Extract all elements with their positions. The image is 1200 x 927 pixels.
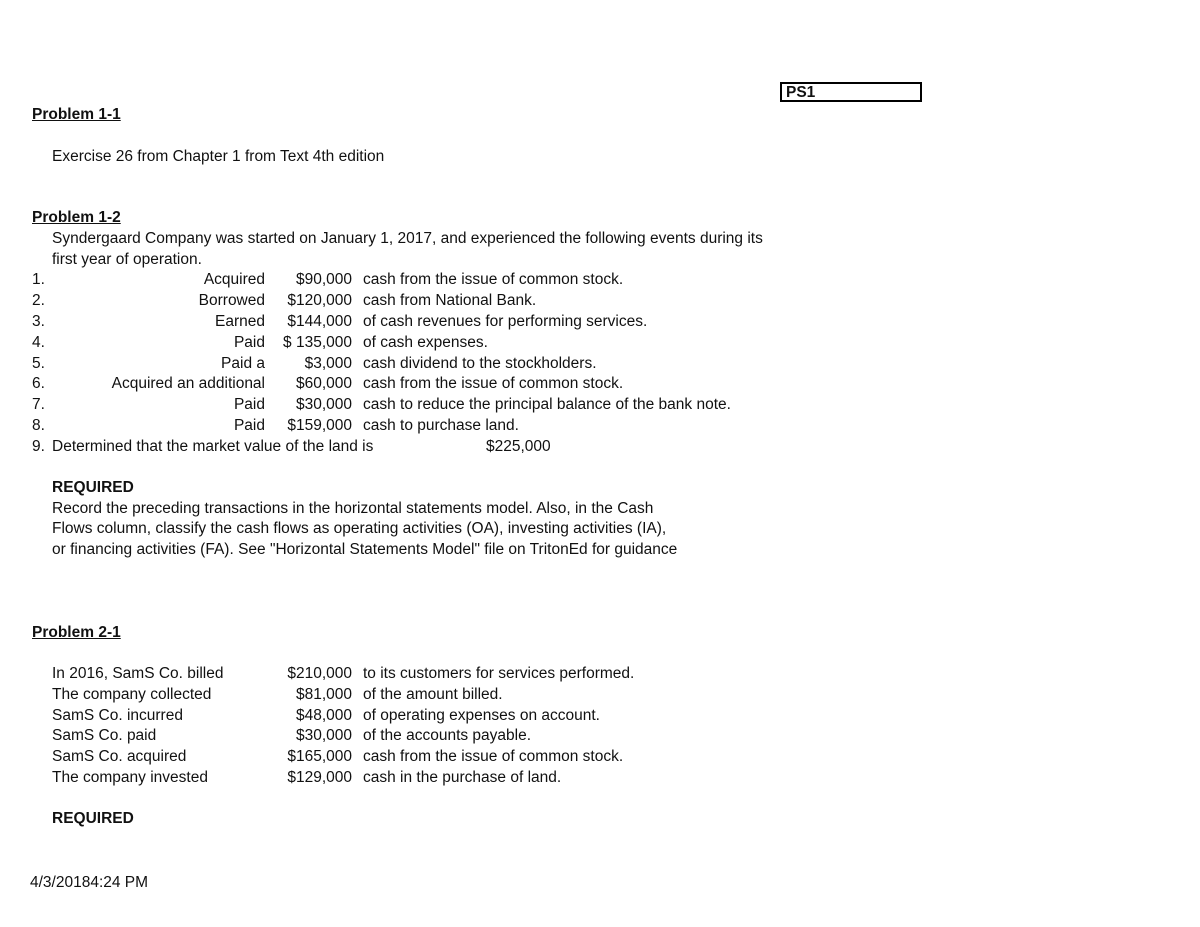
event-verb: Acquired [203,271,265,288]
event-verb: Paid [233,396,265,413]
event-verb: Borrowed [198,292,265,309]
event-verb: Earned [215,313,265,330]
event-amount: $159,000 [287,417,352,434]
required-label: REQUIRED [52,479,134,496]
event-description: of cash expenses. [363,334,488,351]
item-amount: $48,000 [295,707,352,724]
item-label: SamS Co. incurred [52,707,183,724]
event-description: cash dividend to the stockholders. [363,355,597,372]
event-number: 5. [32,355,45,372]
problem-1-1-heading: Problem 1-1 [32,106,121,123]
event-amount: $60,000 [295,375,352,392]
item-label: SamS Co. paid [52,727,157,744]
required-text-line1: Record the preceding transactions in the horizontal statements model. Also, in the Cash [52,500,654,517]
problem-1-2-intro-line1: Syndergaard Company was started on January 1, 2017, and experienced the following events during its [52,230,763,247]
item-description: of the amount billed. [363,686,503,703]
event-description: cash from the issue of common stock. [363,375,624,392]
event-verb: Paid a [221,355,265,372]
event-description: cash to purchase land. [363,417,519,434]
event-amount: $225,000 [486,438,551,455]
problem-1-1-text: Exercise 26 from Chapter 1 from Text 4th edition [52,148,385,165]
item-description: to its customers for services performed. [363,665,635,682]
event-description: cash from National Bank. [363,292,537,309]
event-verb: Paid [233,334,265,351]
item-amount: $210,000 [287,665,352,682]
event-description: cash to reduce the principal balance of the bank note. [363,396,731,413]
event-amount: $ 135,000 [283,334,352,351]
item-description: of the accounts payable. [363,727,532,744]
problem-1-2-intro-line2: first year of operation. [52,251,202,268]
event-amount: $120,000 [287,292,352,309]
event-amount: $144,000 [287,313,352,330]
required-text-line3: or financing activities (FA). See "Horizontal Statements Model" file on TritonEd for guidance [52,541,678,558]
event-amount: $30,000 [295,396,352,413]
ps-label-box [780,82,922,102]
event-number: 9. [32,438,45,455]
required-text-line2: Flows column, classify the cash flows as operating activities (OA), investing activities (IA), [52,520,667,537]
item-label: In 2016, SamS Co. billed [52,665,224,682]
event-number: 8. [32,417,45,434]
event-description: cash from the issue of common stock. [363,271,624,288]
item-description: cash from the issue of common stock. [363,748,624,765]
event-number: 2. [32,292,45,309]
footer-timestamp: 4/3/20184:24 PM [30,874,149,891]
item-label: The company invested [52,769,208,786]
event-description: of cash revenues for performing services. [363,313,648,330]
event-number: 3. [32,313,45,330]
item-amount: $30,000 [295,727,352,744]
event-number: 1. [32,271,45,288]
event-amount: $90,000 [295,271,352,288]
item-amount: $129,000 [287,769,352,786]
problem-2-1-heading: Problem 2-1 [32,624,121,641]
item-description: of operating expenses on account. [363,707,600,724]
event-verb: Acquired an additional [111,375,265,392]
event-description: Determined that the market value of the land is [52,438,374,455]
ps-label: PS1 [786,84,816,101]
event-amount: $3,000 [304,355,352,372]
event-verb: Paid [233,417,265,434]
item-description: cash in the purchase of land. [363,769,562,786]
item-amount: $165,000 [287,748,352,765]
event-number: 7. [32,396,45,413]
item-label: SamS Co. acquired [52,748,187,765]
problem-1-2-heading: Problem 1-2 [32,209,121,226]
item-label: The company collected [52,686,212,703]
event-number: 6. [32,375,45,392]
required-label: REQUIRED [52,810,134,827]
event-number: 4. [32,334,45,351]
item-amount: $81,000 [295,686,352,703]
